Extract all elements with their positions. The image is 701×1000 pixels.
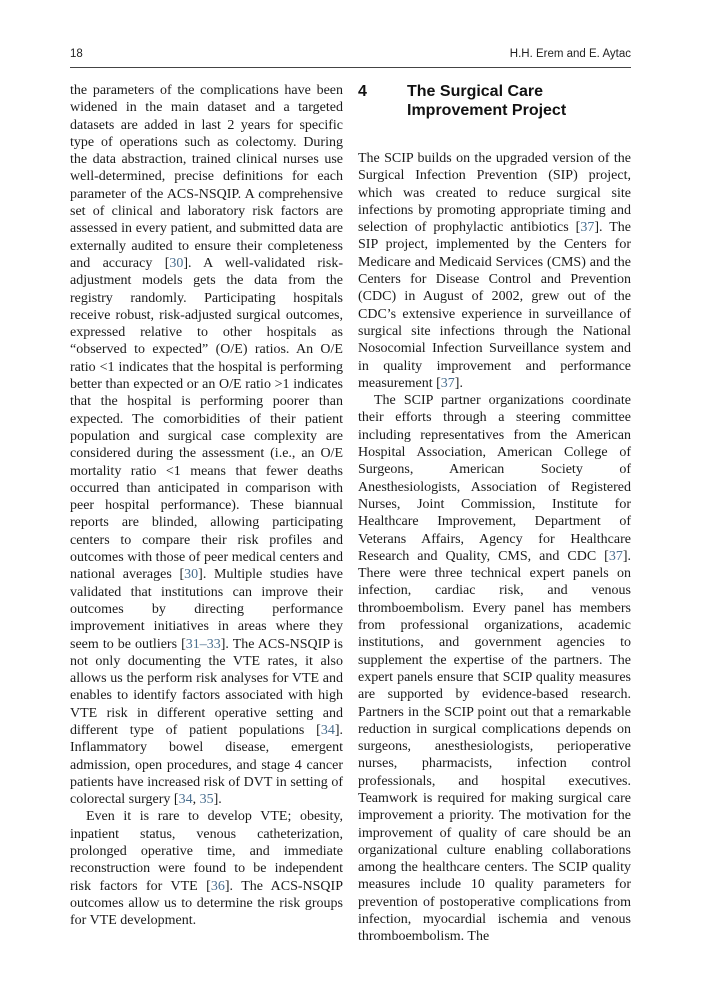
left-column xyxy=(70,82,343,930)
text-run: ]. xyxy=(454,375,463,391)
right-paragraph-1 xyxy=(358,150,631,392)
text-run: Even it is rare to develop VTE; obesity, inpatient status, venous catheterization, prolonged operative time, and immediate reconstruction were found to be independent risk factors for VTE [ xyxy=(70,809,343,894)
citation-link[interactable]: 37 xyxy=(440,375,455,391)
text-run: The SCIP builds on the upgraded version of the Surgical Infection Prevention (SIP) project, which was created to reduce surgical site infections by promoting appropriate timing and selection of prophylactic antibiotics [ xyxy=(358,151,631,236)
text-run: , xyxy=(192,792,200,808)
text-run: the parameters of the complications have been widened in the main dataset and a targeted datasets are added in last 2 years for specific type of operations such as colectomy. During the data abstraction, trained clinical nurses use well-determined, precise definitions for each parameter of the ACS-NSQIP. A comprehensive set of clinical and laboratory risk factors are assessed in every patient, and submitted data are externally audited to ensure their completeness and accuracy [ xyxy=(70,83,343,271)
citation-link[interactable]: 35 xyxy=(199,792,214,808)
left-paragraph-1 xyxy=(70,82,343,808)
text-run: ]. There were three technical expert panels on infection, cardiac risk, and venous thromboembolism. Every panel has members from professional organizations, academic institutions, and government agencies to supplement the expertise of the partners. The expert panels ensure that SCIP quality measures are supported by evidence-based research. Partners in the SCIP point out that a remarkable reduction in surgical complications depends on surgeons, anesthesiologists, perioperative nurses, pharmacists, infection control professionals, and hospital executives. Teamwork is required for making surgical care improvement a priority. The motivation for the improvement of quality of care should be an organizational culture enabling collaborations among the healthcare centers. The SCIP quality measures include 10 quality parameters for prevention of postoperative complications from infection, myocardial ischemia and venous thromboembolism. The xyxy=(358,548,631,945)
text-run: ]. A well-validated risk-adjustment models gets the data from the registry randomly. Participating hospitals receive robust, risk-adjusted surgical outcomes, expressed relative to other hospitals as “observed to expected” (O/E) ratios. An O/E ratio <1 indicates that the hospital is performing better than expected or an O/E ratio >1 indicates that the hospital is performing poorer than expected. The comorbidities of their patient population and surgical case complexity are considered during the assessment (i.e., an O/E mortality ratio <1 means that fewer deaths occurred than anticipated in comparison with peer hospital performance). These biannual reports are blinded, allowing participating centers to compare their risk profiles and outcomes with those of peer medical centers and national averages [ xyxy=(70,255,344,583)
citation-link[interactable]: 36 xyxy=(210,878,225,894)
section-title: The Surgical Care Improvement Project xyxy=(407,83,567,119)
right-paragraph-2 xyxy=(358,392,631,946)
text-run: ]. The ACS-NSQIP outcomes allow us to determine the risk groups for VTE development. xyxy=(70,878,343,929)
section-heading xyxy=(358,82,631,120)
citation-link[interactable]: 37 xyxy=(580,220,595,236)
citation-link[interactable]: 34 xyxy=(178,792,193,808)
text-run: ]. The ACS-NSQIP is not only documenting the VTE rates, it also allows us the perform risk analyses for VTE and enables to identify factors associated with high VTE risk in different operative setting and different type of patient populations [ xyxy=(70,636,343,738)
running-header xyxy=(70,40,631,64)
header-rule xyxy=(70,67,631,68)
citation-link[interactable]: 37 xyxy=(608,548,623,564)
citation-link[interactable]: 34 xyxy=(320,722,335,738)
text-run: ]. The SIP project, implemented by the Centers for Medicare and Medicaid Services (CMS) and the Centers for Disease Control and Prevention (CDC) in August of 2002, grew out of the CDC’s extensive experience in surveillance of surgical site infections through the National Nosocomial Infection Surveillance system and in quality improvement and performance measurement [ xyxy=(358,220,631,391)
text-run: ]. Multiple studies have validated that institutions can improve their outcomes by directing performance improvement initiatives in areas where they seem to be outliers [ xyxy=(70,567,343,652)
left-paragraph-2 xyxy=(70,808,343,929)
text-run: The SCIP partner organizations coordinate their efforts through a steering committee including representatives from the American Hospital Association, American College of Surgeons, American Society of Anesthesiologists, Association of Registered Nurses, Joint Commission, Institute for Healthcare Improvement, Department of Veterans Affairs, Agency for Healthcare Research and Quality, CMS, and CDC [ xyxy=(358,393,631,564)
section-number: 4 xyxy=(358,83,367,100)
page-number: 18 xyxy=(70,48,83,60)
citation-link[interactable]: 30 xyxy=(169,255,184,271)
running-head-authors: H.H. Erem and E. Aytac xyxy=(509,48,631,60)
citation-link[interactable]: 30 xyxy=(184,567,199,583)
right-column xyxy=(358,82,631,946)
citation-link[interactable]: 31–33 xyxy=(185,636,221,652)
text-run: ]. xyxy=(213,792,222,808)
text-run: ]. Inflammatory bowel disease, emergent admission, open procedures, and stage 4 cancer patients have increased risk of DVT in setting of colorectal surgery [ xyxy=(70,722,343,808)
